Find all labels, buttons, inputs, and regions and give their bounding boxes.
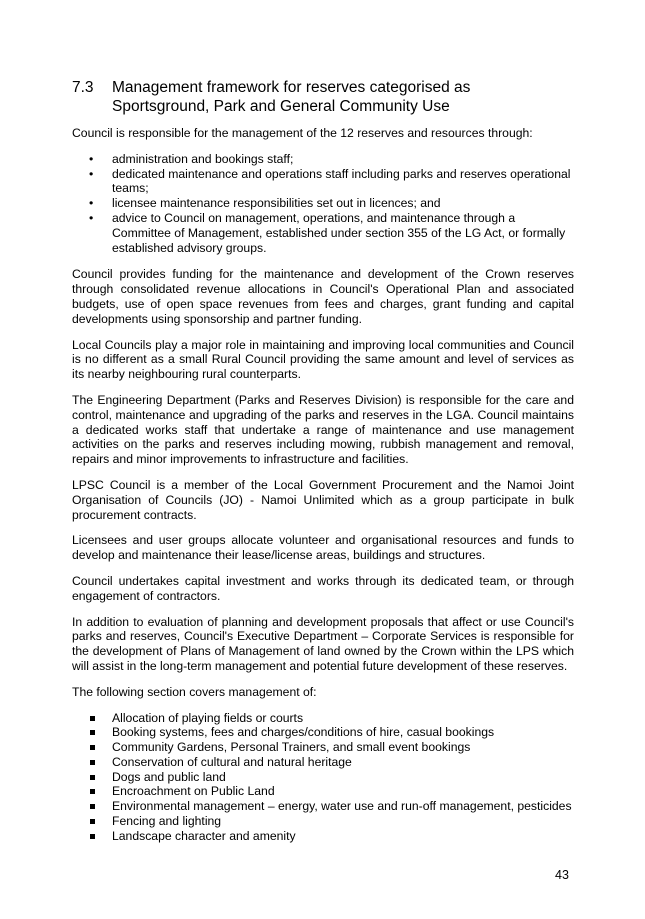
planning-paragraph: In addition to evaluation of planning and development proposals that affect or use Council's parks and reserves, Council's Executive Department – Corporate Services is responsible for the development of Plans of Management of land owned by the Crown within the LPS which will assist in the long-term management and potential future development of these reserves. [72, 614, 574, 673]
list-item: Dogs and public land [72, 770, 574, 785]
page-body [72, 126, 574, 856]
local-councils-paragraph: Local Councils play a major role in maintaining and improving local communities and Council is no different as a small Rural Council providing the same amount and level of services as its nearby neighbouring rural counterparts. [72, 337, 574, 382]
list-item: • administration and bookings staff; [72, 152, 574, 167]
list-item: • advice to Council on management, operations, and maintenance through a Committee of Management, established under section 355 of the LG Act, or formally established advisory groups. [72, 211, 574, 255]
section-title: Management framework for reserves categorised as Sportsground, Park and General Community Use [112, 79, 471, 115]
list-item: • dedicated maintenance and operations staff including parks and reserves operational teams; [72, 167, 574, 197]
list-item: Booking systems, fees and charges/conditions of hire, casual bookings [72, 725, 574, 740]
topics-list [72, 711, 574, 844]
capital-paragraph: Council undertakes capital investment and works through its dedicated team, or through engagement of contractors. [72, 573, 574, 603]
section-heading [72, 78, 572, 116]
list-item: Conservation of cultural and natural heritage [72, 755, 574, 770]
following-section-paragraph: The following section covers management of: [72, 684, 317, 699]
page-number: 43 [555, 868, 569, 882]
responsibilities-list [72, 152, 574, 256]
section-number: 7.3 [72, 79, 94, 96]
list-item: • licensee maintenance responsibilities set out in licences; and [72, 196, 574, 211]
list-item: Encroachment on Public Land [72, 784, 574, 799]
intro-paragraph: Council is responsible for the management of the 12 reserves and resources through: [72, 126, 533, 140]
engineering-paragraph: The Engineering Department (Parks and Reserves Division) is responsible for the care and control, maintenance and upgrading of the parks and reserves in the LGA. Council maintains a dedicated works staff that undertake a range of maintenance and use management activities on the parks and reserves including mowing, rubbish management and removal, repairs and minor improvements to infrastructure and facilities. [72, 392, 574, 467]
procurement-paragraph: LPSC Council is a member of the Local Government Procurement and the Namoi Joint Organisation of Councils (JO) - Namoi Unlimited which as a group participate in bulk procurement contracts. [72, 477, 574, 522]
list-item: Fencing and lighting [72, 814, 574, 829]
funding-paragraph: Council provides funding for the maintenance and development of the Crown reserves through consolidated revenue allocations in Council's Operational Plan and associated budgets, use of open space revenues from fees and charges, grant funding and capital developments using sponsorship and partner funding. [72, 267, 574, 326]
list-item: Environmental management – energy, water use and run-off management, pesticides [72, 799, 574, 814]
list-item: Community Gardens, Personal Trainers, and small event bookings [72, 740, 574, 755]
list-item: Landscape character and amenity [72, 829, 574, 844]
licensees-paragraph: Licensees and user groups allocate volunteer and organisational resources and funds to develop and maintenance their lease/license areas, buildings and structures. [72, 533, 574, 563]
list-item: Allocation of playing fields or courts [72, 711, 574, 726]
